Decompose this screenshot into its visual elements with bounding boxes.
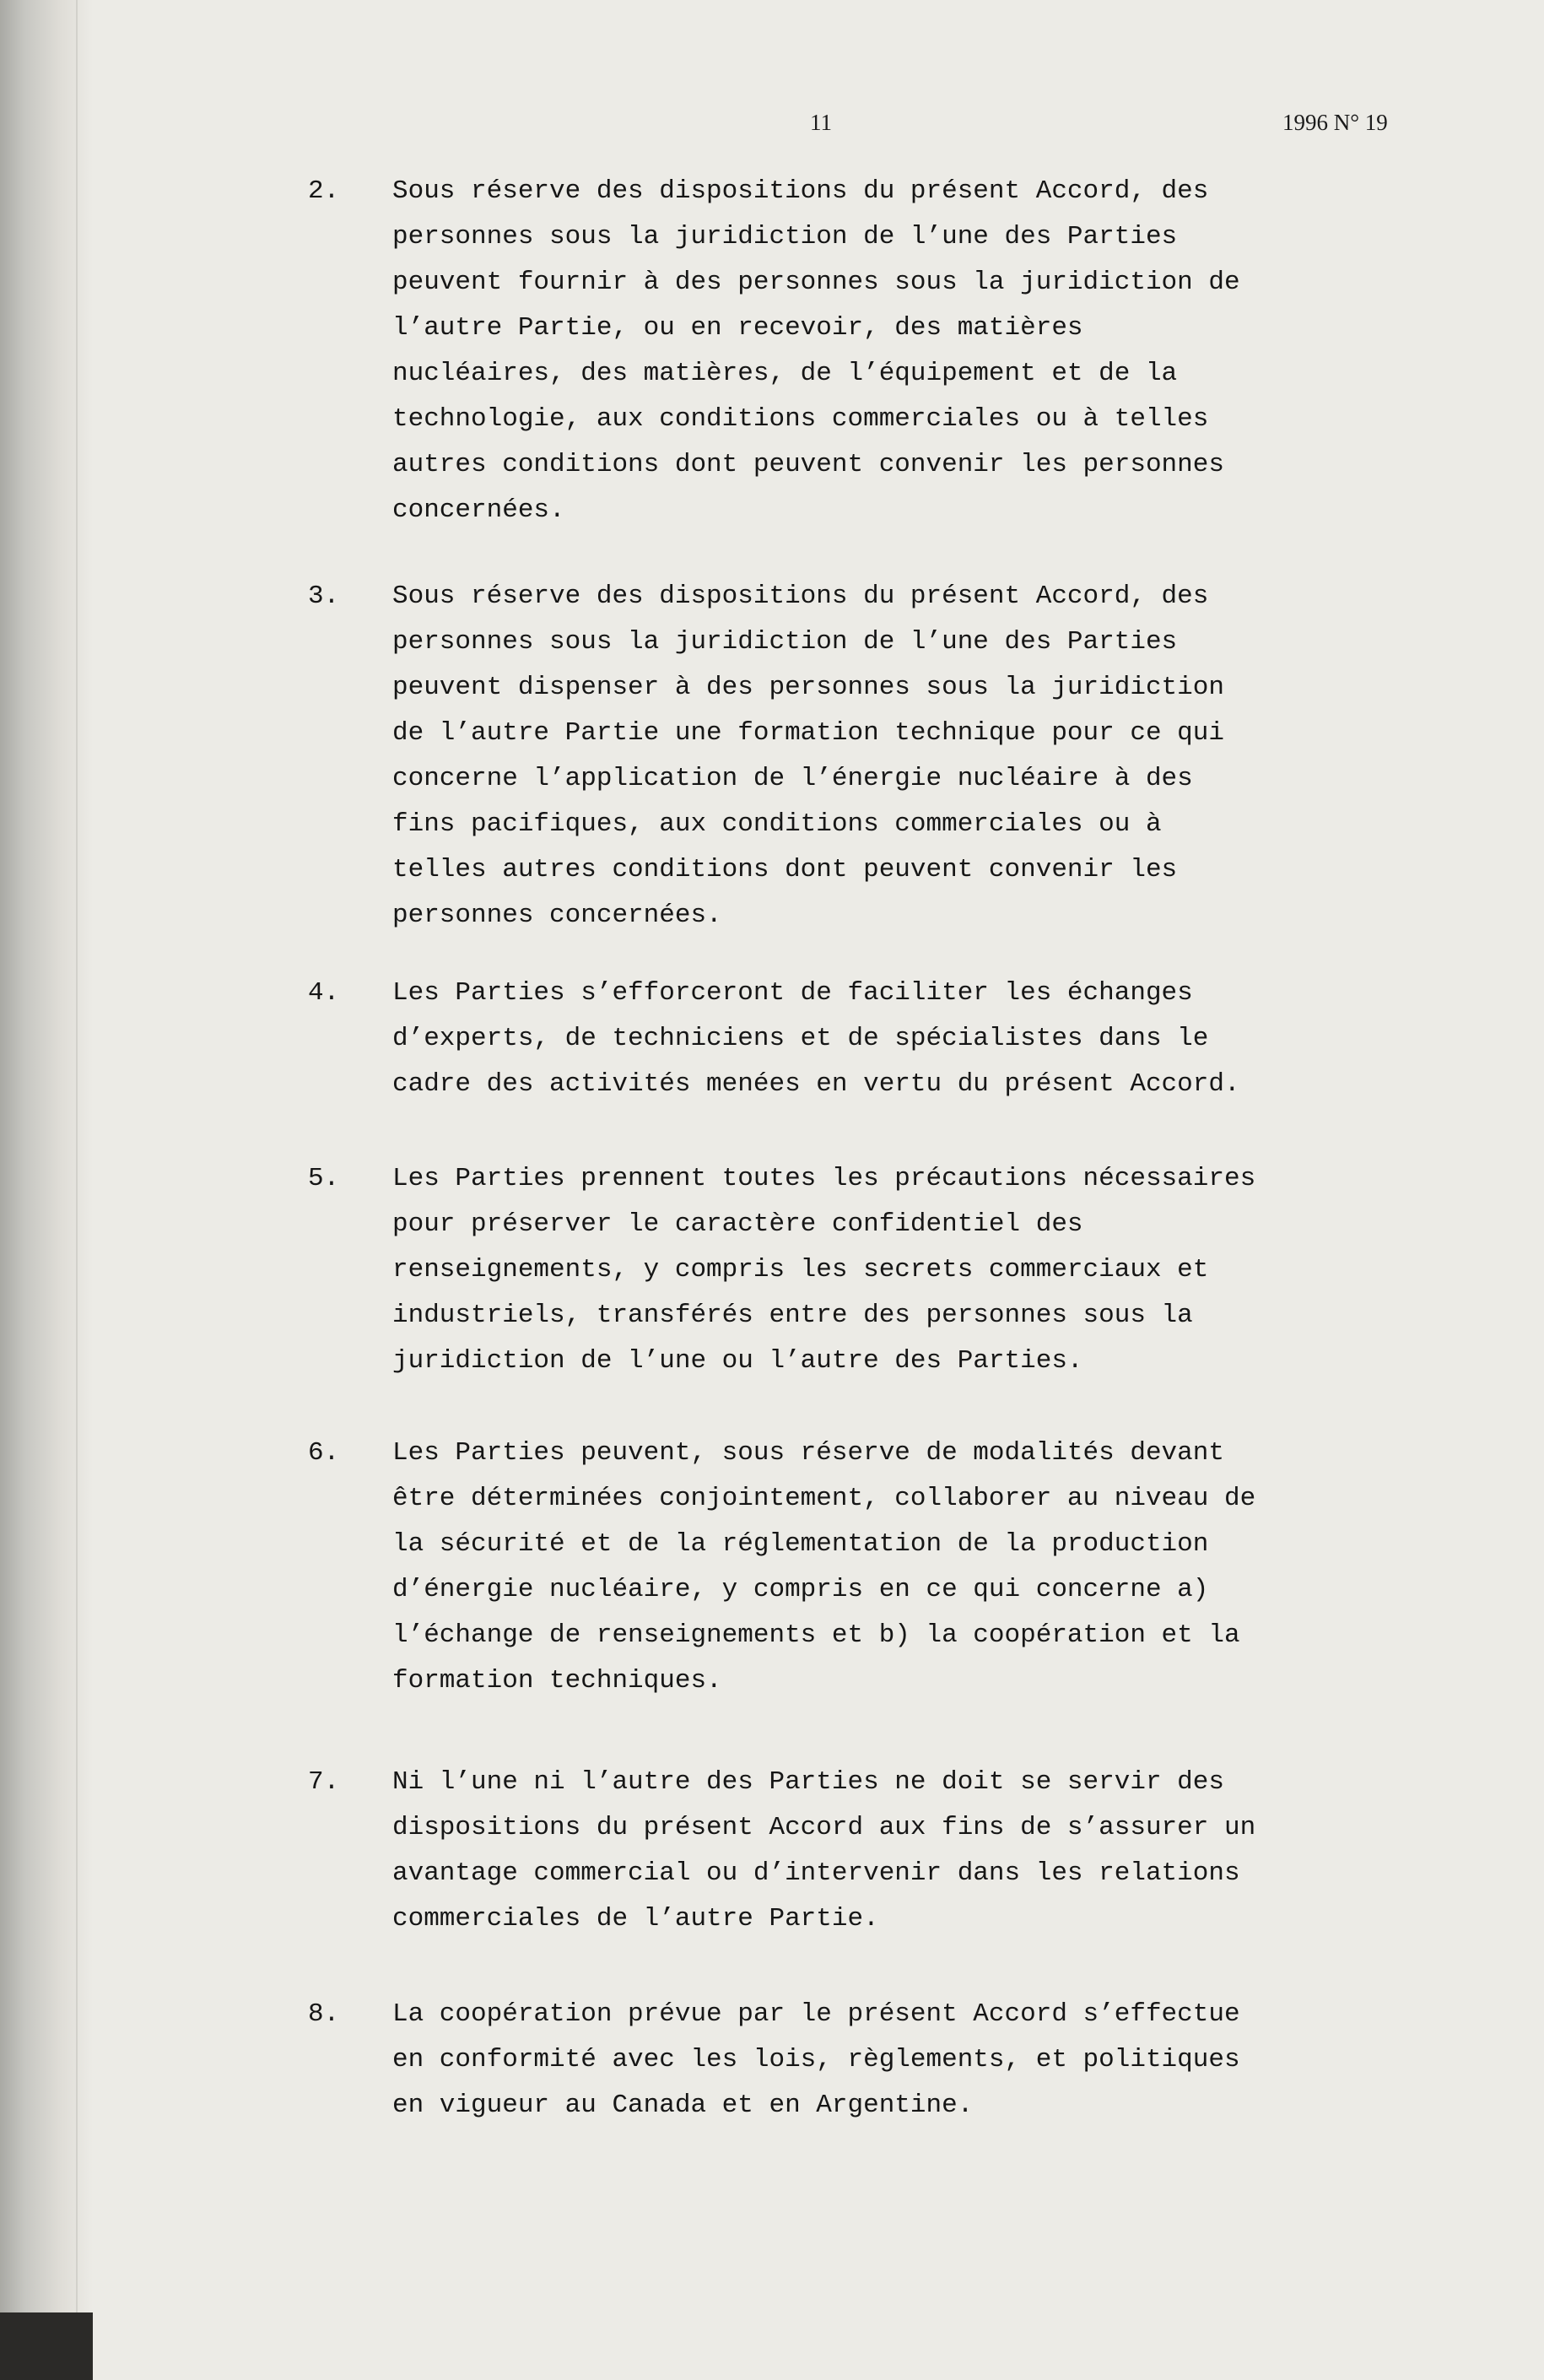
text-line: de l’autre Partie une formation technique pour ce qui xyxy=(392,718,1224,748)
text-line: concerne l’application de l’énergie nucléaire à des xyxy=(392,764,1193,793)
document-reference: 1996 N° 19 xyxy=(1282,110,1388,135)
text-line: commerciales de l’autre Partie. xyxy=(392,1904,879,1934)
text-line: personnes sous la juridiction de l’une des Parties xyxy=(392,627,1178,657)
book-gutter-shadow xyxy=(0,0,93,2380)
text-line: l’autre Partie, ou en recevoir, des matières xyxy=(392,313,1083,343)
text-line: Sous réserve des dispositions du présent Accord, des xyxy=(392,581,1209,611)
text-line: Les Parties peuvent, sous réserve de modalités devant xyxy=(392,1438,1224,1468)
text-line: peuvent fournir à des personnes sous la juridiction de xyxy=(392,268,1240,297)
text-line: avantage commercial ou d’intervenir dans les relations xyxy=(392,1858,1240,1888)
text-line: cadre des activités menées en vertu du présent Accord. xyxy=(392,1069,1240,1099)
text-line: industriels, transférés entre des personnes sous la xyxy=(392,1301,1193,1330)
binding-line xyxy=(76,0,78,2380)
text-line: juridiction de l’une ou l’autre des Parties. xyxy=(392,1346,1083,1376)
scan-edge xyxy=(0,2312,93,2380)
paragraph-number: 2. xyxy=(308,176,340,206)
text-line: formation techniques. xyxy=(392,1666,722,1696)
text-line: pour préserver le caractère confidentiel des xyxy=(392,1209,1083,1239)
text-line: Sous réserve des dispositions du présent Accord, des xyxy=(392,176,1209,206)
text-line: Les Parties s’efforceront de faciliter les échanges xyxy=(392,978,1193,1008)
text-line: personnes concernées. xyxy=(392,901,722,930)
paragraph-number: 5. xyxy=(308,1164,340,1193)
text-line: concernées. xyxy=(392,495,565,525)
paragraph-text xyxy=(392,1431,1405,1704)
paragraph-text xyxy=(392,971,1405,1107)
text-line: La coopération prévue par le présent Accord s’effectue xyxy=(392,1999,1240,2029)
text-line: technologie, aux conditions commerciales ou à telles xyxy=(392,404,1209,434)
text-line: nucléaires, des matières, de l’équipement et de la xyxy=(392,359,1178,388)
text-line: Les Parties prennent toutes les précautions nécessaires xyxy=(392,1164,1256,1193)
paragraph-text xyxy=(392,574,1405,938)
text-line: fins pacifiques, aux conditions commerciales ou à xyxy=(392,809,1162,839)
text-line: dispositions du présent Accord aux fins de s’assurer un xyxy=(392,1813,1256,1842)
text-line: personnes sous la juridiction de l’une des Parties xyxy=(392,222,1178,252)
paragraph-text xyxy=(392,169,1405,533)
paragraph-number: 4. xyxy=(308,978,340,1008)
text-line: la sécurité et de la réglementation de la production xyxy=(392,1529,1209,1559)
text-line: peuvent dispenser à des personnes sous la juridiction xyxy=(392,673,1224,702)
paragraph-number: 6. xyxy=(308,1438,340,1468)
text-line: en vigueur au Canada et en Argentine. xyxy=(392,2091,974,2120)
text-line: telles autres conditions dont peuvent convenir les xyxy=(392,855,1178,884)
text-line: Ni l’une ni l’autre des Parties ne doit se servir des xyxy=(392,1767,1224,1797)
text-line: être déterminées conjointement, collaborer au niveau de xyxy=(392,1484,1256,1513)
paragraph-number: 7. xyxy=(308,1767,340,1797)
text-line: d’énergie nucléaire, y compris en ce qui concerne a) xyxy=(392,1575,1209,1604)
paragraph-number: 3. xyxy=(308,581,340,611)
page-number: 11 xyxy=(810,110,832,135)
text-line: renseignements, y compris les secrets commerciaux et xyxy=(392,1255,1209,1285)
paragraph-number: 8. xyxy=(308,1999,340,2029)
paragraph-text xyxy=(392,1992,1405,2128)
paragraph-text xyxy=(392,1156,1405,1384)
text-line: autres conditions dont peuvent convenir les personnes xyxy=(392,450,1224,479)
text-line: d’experts, de techniciens et de spécialistes dans le xyxy=(392,1024,1209,1053)
text-line: en conformité avec les lois, règlements, et politiques xyxy=(392,2045,1240,2074)
text-line: l’échange de renseignements et b) la coopération et la xyxy=(392,1620,1240,1650)
paragraph-text xyxy=(392,1760,1405,1942)
